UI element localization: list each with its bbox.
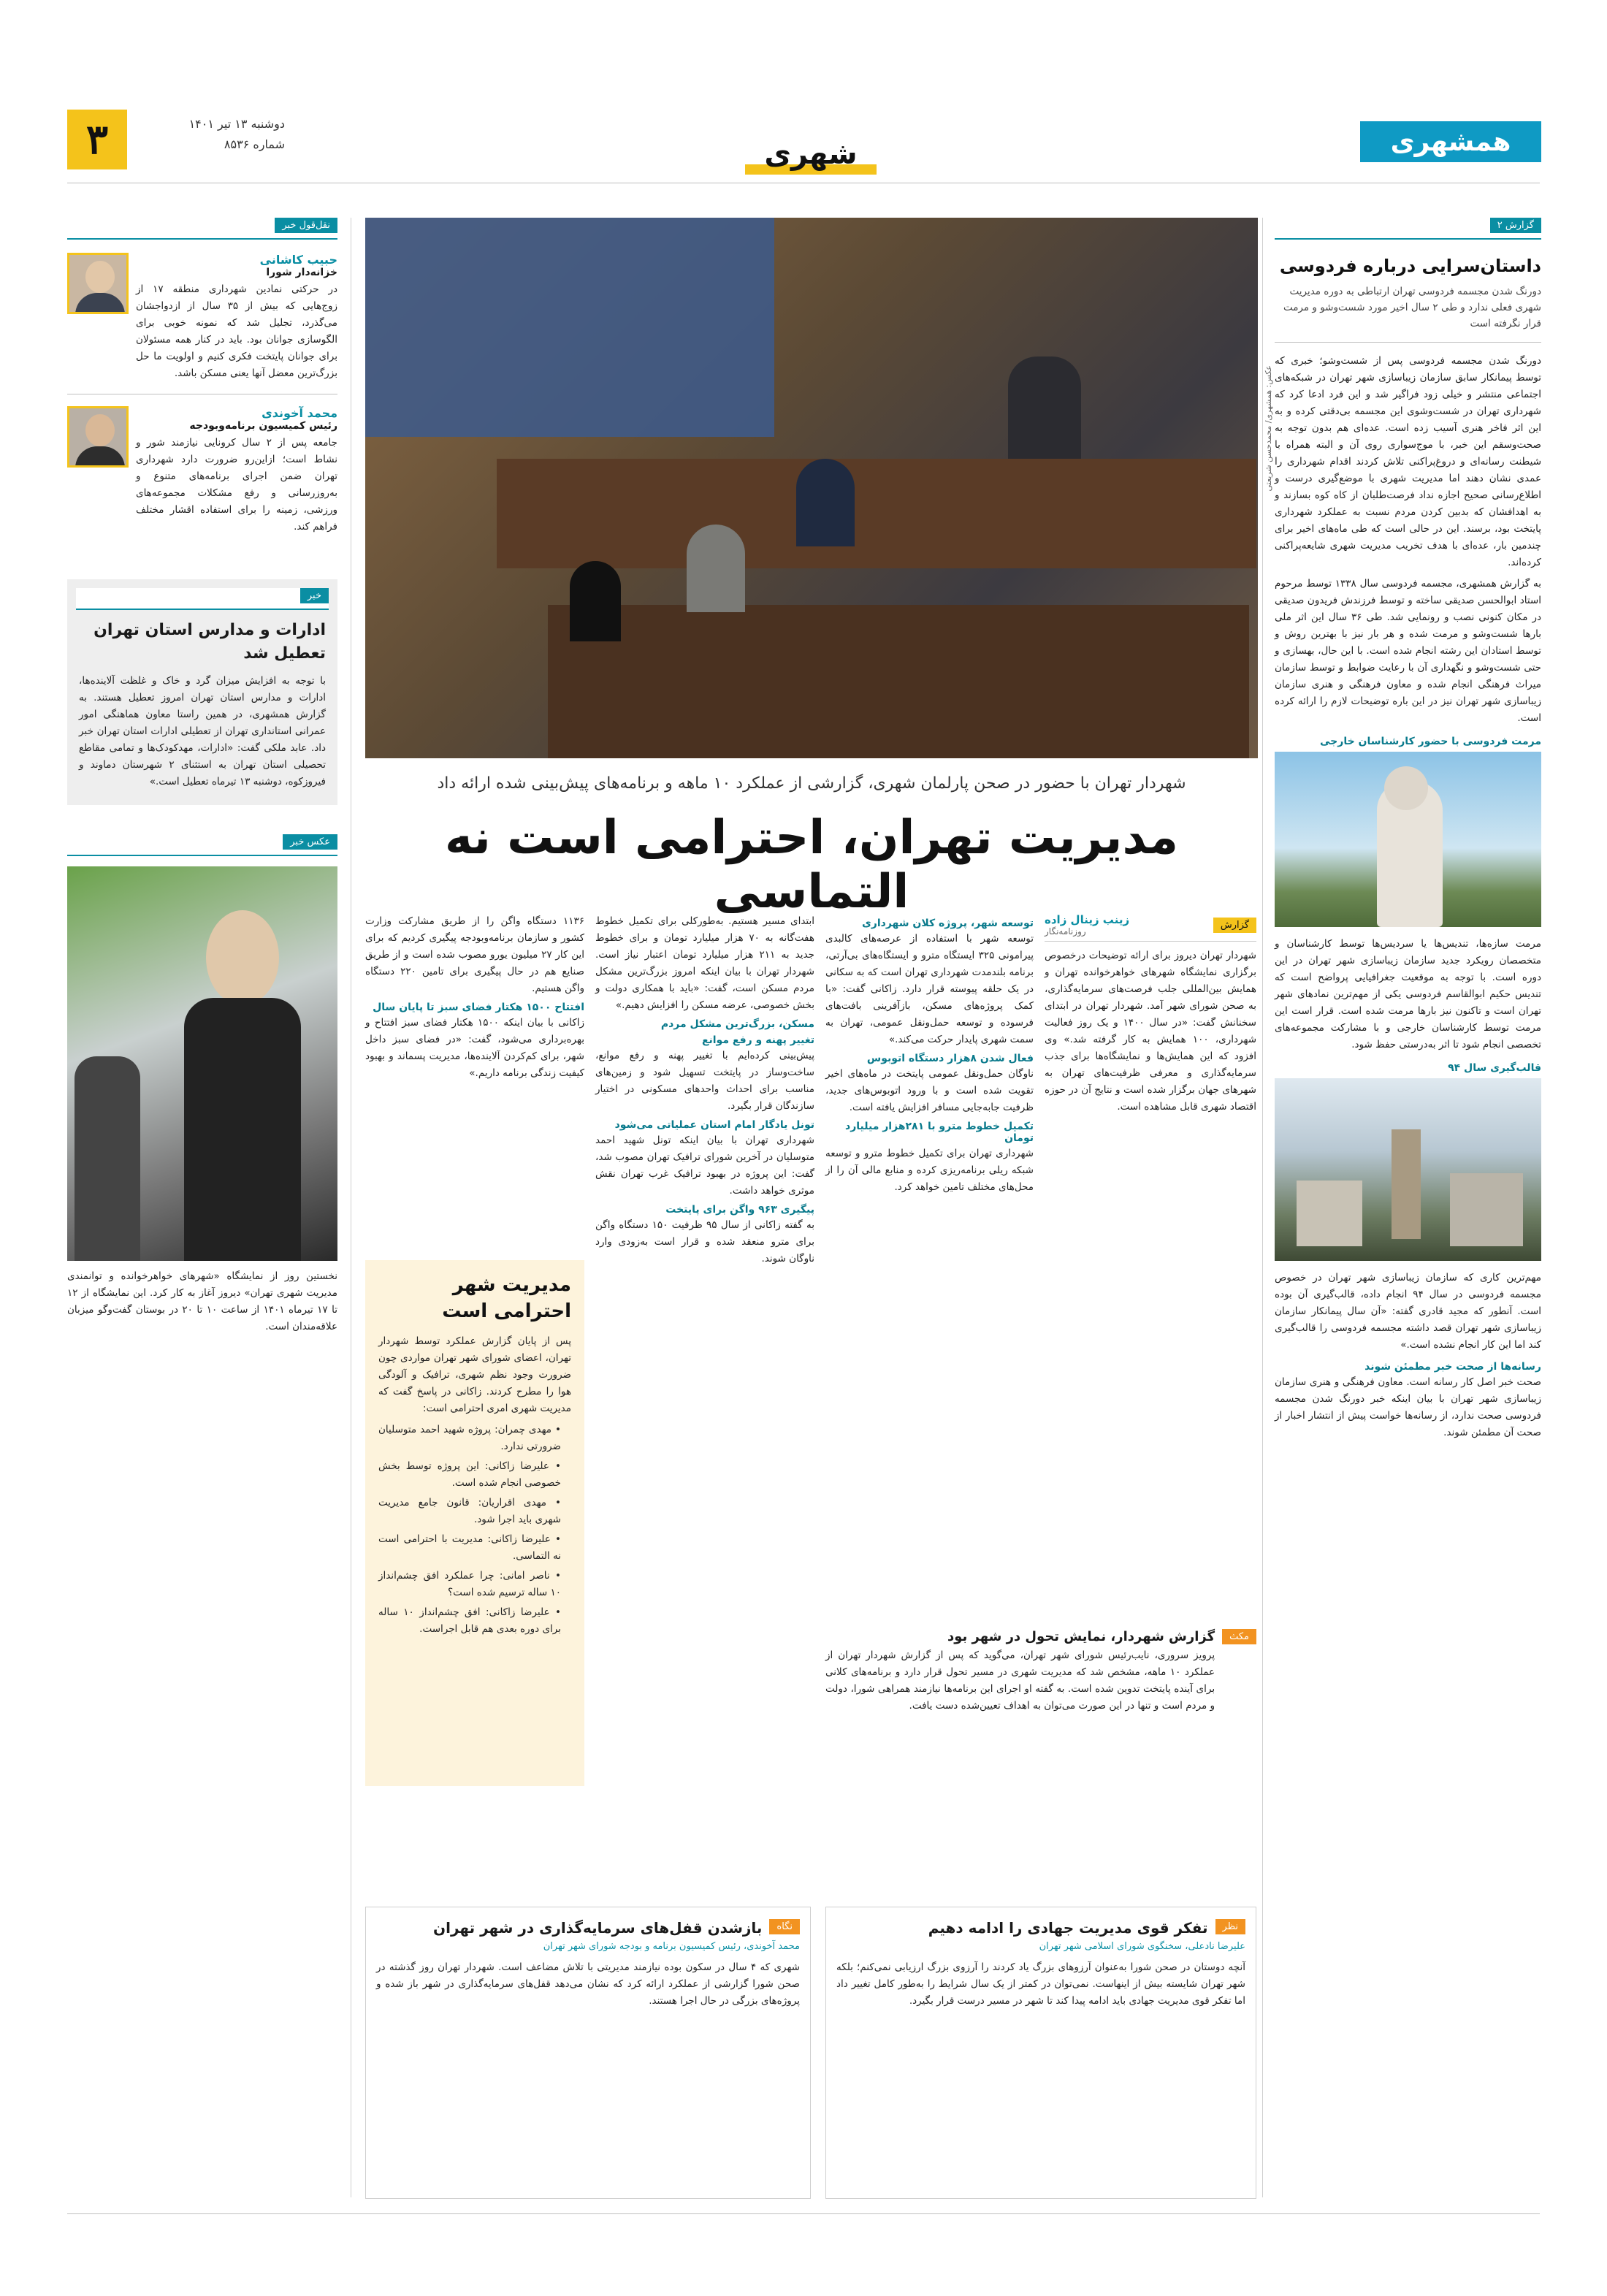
council-box-list (378, 1422, 571, 1638)
makas-text: پرویز سروری، نایب‌رئیس شورای شهر تهران، می‌گوید که پس از گزارش شهردار تهران از عملکرد ۱۰ ماهه، مشخص شد که مدیریت شهری در مسیر تحول قرار دارد و برنامه‌های کلانی برای آینده پایتخت تدوین شده است. به گفته او اجرای این برنامه‌ها نیازمند همراهی شورا، دولت و مردم است و تنها در این صورت می‌توان به اهداف تعیین‌شده دست یافت. (825, 1649, 1215, 1712)
col3-text-d: به گفته زاکانی از سال ۹۵ ظرفیت ۱۵۰ دستگاه واگن برای مترو منعقد شده و قرار است به‌زودی وارد ناوگان شوند. (595, 1219, 814, 1265)
news-box (67, 579, 337, 805)
author-role: روزنامه‌نگار (1045, 926, 1086, 937)
opinion2-title: بازشدن قفل‌های سرمایه‌گذاری در شهر تهران (433, 1919, 763, 1937)
quote1-name: حبیب کاشانی (259, 253, 337, 267)
logo-text: همشهری (1390, 126, 1511, 157)
col3-text-c: شهرداری تهران با بیان اینکه تونل شهید احمد متوسلیان در آخرین شورای ترافیک تهران مصوب شد، گفت: این پروژه در بهبود ترافیک غرب تهران نقش موثری خواهد داشت. (595, 1134, 814, 1197)
makas-report (825, 1629, 1256, 1715)
right-column (1275, 218, 1541, 2197)
report-kicker-bar (1275, 218, 1541, 240)
col3-text: ابتدای مسیر هستیم. به‌طورکلی برای تکمیل خطوط هفت‌گانه به ۷۰ هزار میلیارد تومان و برای خطوط جدید به ۲۱۱ هزار میلیارد تومان اعتبار نیاز است. شهردار تهران با بیان اینکه امروز بزرگ‌ترین مشکل مردم مسکن است، گفت: «باید با همکاری دولت و بخش خصوصی، عرضه مسکن را افزایش دهیم.» (595, 915, 814, 1011)
page-number-box (67, 110, 127, 169)
right-column-divider (1262, 218, 1263, 2197)
photo-news-kicker: عکس خبر (283, 834, 337, 850)
col4-sub1: افتتاح ۱۵۰۰ هکتار فضای سبز تا پایان سال (373, 1002, 584, 1013)
news-kicker: خبر (300, 588, 329, 603)
ferdowsi-photo2-caption: قالب‌گیری سال ۹۴ (1448, 1062, 1541, 1074)
page-header (0, 0, 1607, 190)
col2-sub1: توسعه شهر، پروژه کلان شهرداری (861, 918, 1034, 929)
quote1-text: در حرکتی نمادین شهرداری منطقه ۱۷ از زوج‌هایی که بیش از ۳۵ سال از ازدواجشان می‌گذرد، تجلیل شد که نمونه خوبی برای الگوسازی جوانان بود. باید در کنار همه مسئولان برای جوانان پایتخت فکری کنیم و اولویت ما حل بزرگ‌ترین معضل آنها یعنی مسکن باشد. (136, 283, 337, 379)
ferdowsi-statue-photo (1275, 752, 1541, 927)
issue-number: شماره ۸۵۳۶ (224, 137, 285, 151)
opinion-box-2 (365, 1907, 811, 2199)
opinion1-kicker: نظر (1215, 1919, 1245, 1934)
main-title: مدیریت تهران، احترامی است نه التماسی (444, 811, 1179, 919)
ferdowsi-square-photo (1275, 1078, 1541, 1261)
opinion1-author: علیرضا نادعلی، سخنگوی شورای اسلامی شهر تهران (1039, 1941, 1245, 1952)
makas-kicker: مکث (1222, 1629, 1256, 1644)
col3-sub1: مسکن، بزرگ‌ترین مشکل مردم (660, 1018, 814, 1030)
ferdowsi-body-4: مهم‌ترین کاری که سازمان زیباسازی شهر تهران در خصوص مجسمه فردوسی در سال ۹۴ انجام داده، قالب‌گیری آن بوده است. آنطور که مجید قادری گفته: «آن سال پیمانکار سازمان زیباسازی شهر تهران قصد داشته مجسمه فردوسی را قالب‌گیری کند اما این کار انجام نشده است.» (1275, 1272, 1541, 1351)
page-number: ۳ (85, 115, 109, 164)
article-col1-text: شهردار تهران دیروز برای ارائه توضیحات درخصوص برگزاری نمایشگاه شهرهای خواهرخوانده تهران و همایش بین‌المللی جلب فرصت‌های سرمایه‌گذاری، به صحن شورای شهر آمد. شهردار تهران در ابتدای سخنانش گفت: «در سال ۱۴۰۰ و یک روز فعالیت شهرداری، ۱۰۰ همایش به کار گرفته شد.» وی افزود که این همایش‌ها و نمایشگاه‌ها برای جذب سرمایه‌گذاری و معرفی ظرفیت‌های تهران به شهرهای جهان برگزار شده است و نتایج آن در حوزه اقتصاد شهری قابل مشاهده است. (1045, 950, 1256, 1113)
article-kicker: گزارش (1213, 918, 1256, 933)
makas-title: گزارش شهردار، نمایش تحول در شهر بود (947, 1629, 1215, 1644)
council-box-item: • ناصر امانی: چرا عملکرد افق چشم‌انداز ۱۰ ساله ترسیم شده است؟ (378, 1570, 561, 1598)
col3-text-b: پیش‌بینی کرده‌ایم با تغییر پهنه و رفع موانع، ساخت‌وساز در پایتخت تسهیل شود و زمین‌های مناسب برای احداث واحدهای مسکونی در اختیار سازندگان قرار بگیرد. (595, 1050, 814, 1112)
ferdowsi-body-5: صحت خبر اصل کار رسانه است. معاون فرهنگی و هنری سازمان زیباسازی شهر تهران با بیان اینکه خبر دورنگ شدن مجسمه فردوسی صحت ندارد، از رسانه‌ها خواست پیش از انتشار اخبار از صحت آن مطمئن شوند. (1275, 1376, 1541, 1438)
col4-text-b: زاکانی با بیان اینکه ۱۵۰۰ هکتار فضای سبز افتتاح و بهره‌برداری می‌شود، گفت: «در فضای سبز داخل شهر، برای کم‌کردن آلاینده‌ها، مدیریت پسماند و بهبود کیفیت زندگی برنامه داریم.» (365, 1017, 584, 1079)
ferdowsi-lead: دورنگ شدن مجسمه فردوسی تهران ارتباطی به دوره مدیریت شهری فعلی ندارد و طی ۲ سال اخیر مورد شست‌وشو و مرمت قرار نگرفته است (1283, 286, 1541, 329)
council-session-photo (365, 218, 1258, 758)
quote2-name: محمد آخوندی (262, 406, 337, 420)
ferdowsi-photo1-caption: مرمت فردوسی با حضور کارشناسان خارجی (1320, 736, 1541, 747)
col3-sub4: پیگیری ۹۶۳ واگن برای پایتخت (665, 1204, 814, 1216)
council-box-title: مدیریت شهر احترامی است (442, 1274, 571, 1322)
col3-sub3: تونل یادگار امام استان عملیاتی می‌شود (614, 1119, 814, 1131)
news-kicker-bar (76, 588, 329, 610)
quote-kicker: نقل‌قول خبر (275, 218, 337, 233)
ferdowsi-title: داستان‌سرایی درباره فردوسی (1279, 256, 1541, 276)
exhibition-photo (67, 866, 337, 1261)
section-title: شهری (764, 137, 858, 171)
council-quotes-box (365, 1260, 584, 1786)
newspaper-logo (1360, 121, 1541, 162)
col2-sub3: تکمیل خطوط مترو با ۲۸۱هزار میلیارد تومان (845, 1121, 1034, 1144)
photo-credit: عکس: همشهری/ محمدحسن شریعتی (1264, 365, 1273, 492)
council-box-text: پس از پایان گزارش عملکرد توسط شهردار تهران، اعضای شورای شهر تهران مواردی چون ضرورت وجود نظم شهری، ترافیک و آلودگی هوا را مطرح کردند. زاکانی در پاسخ گفت که مدیریت شهری امری احترامی است: (378, 1335, 571, 1414)
council-box-item: • علیرضا زاکانی: این پروژه توسط بخش خصوصی انجام شده است. (378, 1460, 561, 1489)
opinion2-text: شهری که ۴ سال در سکون بوده نیازمند مدیریتی با تلاش مضاعف است. شهردار تهران روز گذشته در صحن شورا گزارشی از عملکرد ارائه کرد که نشان می‌دهد قفل‌های سرمایه‌گذاری در شهر باز شده و پروژه‌های بزرگی در حال اجرا هستند. (376, 1961, 800, 2007)
photo-news-kicker-bar (67, 834, 337, 856)
col3-sub2: تغییر پهنه و رفع موانع (701, 1034, 814, 1046)
ferdowsi-body-3: مرمت سازه‌ها، تندیس‌ها یا سردیس‌ها توسط کارشناسان و متخصصان رویکرد جدید سازمان زیباسازی شهر تهران در این دوره است. با توجه به موقعیت جغرافیایی پرواضح است که تندیس حکیم ابوالقاسم فردوسی یکی از مهم‌ترین نمادهای شهر تهران است و تاکنون نیز بارها مرمت شده است. قرار است این مرمت توسط کارشناسان خارجی و با مشارکت مجموعه‌های تخصصی انجام شود تا اثر به‌درستی حفظ شود. (1275, 938, 1541, 1050)
ferdowsi-sub-last: رسانه‌ها از صحت خبر مطمئن شوند (1364, 1361, 1541, 1373)
quote2-role: رئیس کمیسیون برنامه‌وبودجه (189, 420, 337, 432)
article-column-4 (365, 913, 584, 1082)
footer-rule (67, 2213, 1540, 2214)
quote-2 (67, 406, 337, 535)
col2-sub2: فعال شدن ۸هزار دستگاه اتوبوس (866, 1053, 1034, 1064)
author-name: زینب زینال زاده (1045, 913, 1130, 926)
report-kicker: گزارش ۲ (1490, 218, 1541, 233)
news-title: ادارات و مدارس استان تهران تعطیل شد (93, 621, 326, 663)
avatar (67, 406, 129, 468)
opinion2-kicker: نگاه (769, 1919, 800, 1934)
article-column-1 (1045, 913, 1256, 1115)
opinion2-author: محمد آخوندی، رئیس کمیسیون برنامه و بودجه شورای شهر تهران (543, 1941, 800, 1952)
col2-text-c: شهرداری تهران برای تکمیل خطوط مترو و توسعه شبکه ریلی برنامه‌ریزی کرده و منابع مالی آن را از محل‌های مختلف تامین خواهد کرد. (825, 1148, 1034, 1193)
exhibition-caption: نخستین روز از نمایشگاه «شهرهای خواهرخوانده و توانمندی مدیریت شهری تهران» دیروز آغاز به کار کرد. این نمایشگاه از ۱۲ تا ۱۷ تیرماه ۱۴۰۱ از ساعت ۱۰ تا ۲۰ در بوستان گفت‌وگو میزبان علاقه‌مندان است. (67, 1270, 338, 1332)
col4-text: ۱۱۳۶ دستگاه واگن را از طریق مشارکت وزارت کشور و سازمان برنامه‌وبودجه پیگیری کردیم که برای این کار ۲۷ میلیون یورو مصوب شده است و از طریق صنایع هم در حال پیگیری برای تامین ۲۲۰ دستگاه واگن هستیم. (365, 915, 584, 994)
council-box-item: • علیرضا زاکانی: افق چشم‌انداز ۱۰ ساله برای دوره بعدی هم قابل اجراست. (378, 1606, 561, 1635)
opinion1-text: آنچه دوستان در صحن شورا به‌عنوان آرزوهای بزرگ یاد کردند را آرزوی بزرگ ارزیابی نمی‌کنم؛ بلکه شهر تهران شایسته بیش از اینهاست. نمی‌توان در کمتر از یک سال شرایط را به‌طور کامل تغییر داد اما تفکر قوی مدیریت جهادی باید ادامه پیدا کند تا شهر در مسیر درست قرار بگیرد. (836, 1961, 1245, 2007)
opinion-box-1 (825, 1907, 1256, 2199)
ferdowsi-body-1: دورنگ شدن مجسمه فردوسی پس از شست‌وشو؛ خبری که توسط پیمانکار سابق سازمان زیباسازی شهر تهران در شبکه‌های اجتماعی منتشر و خیلی زود فراگیر شد و این فرد ادعا کرد که شهرداری تهران در شست‌وشوی این مجسمه بی‌دقتی کرده و به این اثر فاخر هنری آسیب زده است. عده‌ای هم بدون توجه به صحت‌وسقم این خبر، با موج‌سواری روی آن و البته همراه با شیطنت رسانه‌ای و دروغ‌پراکنی تلاش کردند اقدام شهرداری را عمدی نشان دهند اما مدیریت شهری با موضع‌گیری درست و اطلاع‌رسانی صحیح اجازه نداد فرصت‌طلبان از کاه کوه بسازند و به اهدافشان که بدبین کردن مردم نسبت به عملکرد شهرداری پایتخت بود، برسند. این در حالی است که طی ماه‌های اخیر برای چندمین بار، عده‌ای با هدف تخریب مدیریت شهری شایعه‌پراکنی کرده‌اند. (1275, 355, 1541, 568)
col2-text: توسعه شهر با استفاده از عرصه‌های کالبدی پیرامونی ۳۲۵ ایستگاه مترو و ایستگاه‌های بی‌آرتی، برنامه بلندمدت شهرداری تهران است که به سکانی در یک حلقه پیوسته قرار دارد. زاکانی گفت: «با کمک پروژه‌های مسکن، بازآفرینی بافت‌های فرسوده و توسعه حمل‌ونقل عمومی، تهران به سمت شهری پایدار حرکت می‌کند.» (825, 933, 1034, 1045)
avatar (67, 253, 129, 314)
main-subtitle: شهردار تهران با حضور در صحن پارلمان شهری، گزارشی از عملکرد ۱۰ ماهه و برنامه‌های پیش‌بینی شده ارائه داد (437, 774, 1186, 793)
quote1-role: خزانه‌دار شورا (266, 267, 337, 278)
council-box-item: • مهدی اقراریان: قانون جامع مدیریت شهری باید اجرا شود. (378, 1497, 561, 1525)
article-column-3 (595, 913, 814, 1267)
council-box-item: • مهدی چمران: پروژه شهید احمد متوسلیان ضرورتی ندارد. (378, 1424, 561, 1452)
issue-date: دوشنبه ۱۳ تیر ۱۴۰۱ (188, 117, 285, 131)
col2-text-b: ناوگان حمل‌ونقل عمومی پایتخت در ماه‌های اخیر تقویت شده است و با ورود اتوبوس‌های جدید، ظرفیت جابه‌جایی مسافر افزایش یافته است. (825, 1068, 1034, 1113)
ferdowsi-body-2: به گزارش همشهری، مجسمه فردوسی سال ۱۳۳۸ توسط مرحوم استاد ابوالحسن صدیقی ساخته و توسط فرزندش فریدون صدیقی در مکان کنونی نصب و رونمایی شد. طی ۳۶ سال این اثر ملی بارها شست‌وشو و مرمت شده و هر بار نیز با بهترین روش و توسط استادان این رشته انجام شده است. با این حال، بهسازی و حتی شست‌وشو و نگهداری آن با رعایت ضوابط و توسط سازمان میراث فرهنگی انجام شده و معاون فرهنگی و هنری سازمان زیباسازی شهر تهران نیز در این باره توضیحات لازم را ارائه کرده است. (1275, 578, 1541, 724)
left-column (67, 218, 337, 1335)
opinion1-title: تفکر قوی مدیریت جهادی را ادامه دهیم (928, 1919, 1208, 1937)
quote2-text: جامعه پس از ۲ سال کرونایی نیازمند شور و نشاط است؛ ازاین‌رو ضرورت دارد شهرداری تهران ضمن اجرای برنامه‌های متنوع و به‌روزرسانی و رفع مشکلات مجموعه‌های ورزشی، زمینه را برای استفاده اقشار مختلف فراهم کند. (136, 437, 337, 533)
council-box-item: • علیرضا زاکانی: مدیریت با احترامی است نه التماسی. (378, 1533, 561, 1562)
article-column-2 (825, 913, 1034, 1196)
quote-kicker-bar (67, 218, 337, 240)
quote-1 (67, 253, 337, 382)
news-text: با توجه به افزایش میزان گرد و خاک و غلظت آلاینده‌ها، ادارات و مدارس استان تهران امروز تعطیل هستند. به گزارش همشهری، در همین راستا معاون هماهنگی امور عمرانی استانداری تهران از تعطیلی ادارات استان تهران خبر داد. عابد ملکی گفت: «ادارات، مهدکودک‌ها و تمامی مقاطع تحصیلی استان تهران به استثنای ۲ شهرستان دماوند و فیروزکوه، دوشنبه ۱۳ تیرماه تعطیل است.» (79, 675, 326, 787)
